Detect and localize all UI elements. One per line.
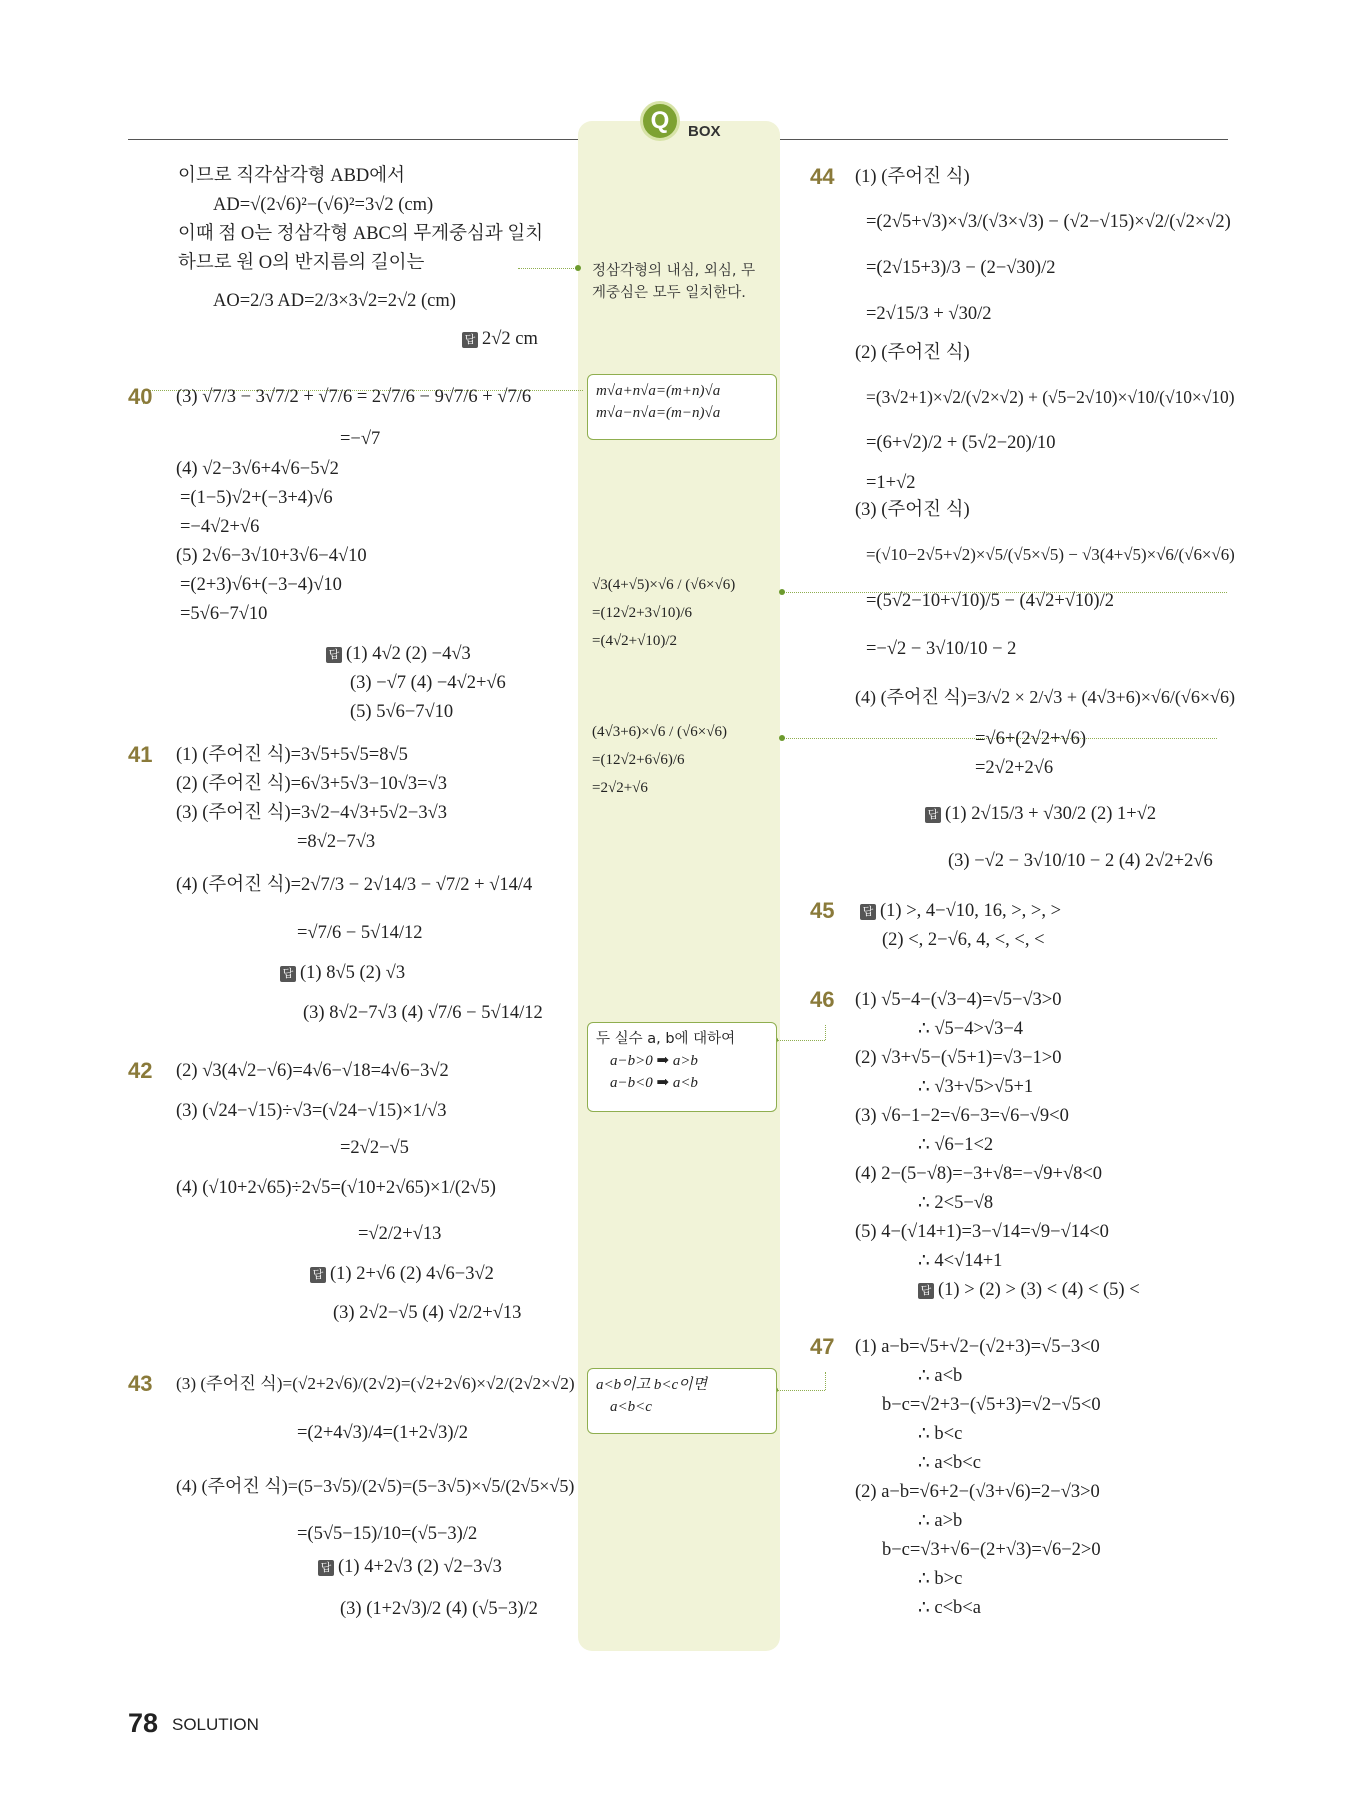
problem-number: 42 <box>128 1058 153 1083</box>
line-text: =√6+(2√2+√6) <box>975 729 1087 749</box>
line-text: (1) √5−4−(√3−4)=√5−√3>0 <box>855 990 1062 1010</box>
solution-line <box>358 1221 441 1247</box>
solution-line <box>882 1392 1101 1418</box>
line-text: (2) √3(4√2−√6)=4√6−√18=4√6−3√2 <box>176 1061 449 1081</box>
solution-line <box>866 301 991 327</box>
line-text: 2√2 cm <box>482 329 538 349</box>
line-text: =(√10−2√5+√2)×√5/(√5×√5) − √3(4+√5)×√6/(√6×√6) <box>866 545 1235 564</box>
solution-line <box>180 514 259 540</box>
solution-line <box>178 250 424 276</box>
answer-icon: 답 <box>860 904 876 920</box>
line-text: (1) 2+√6 (2) 4√6−3√2 <box>330 1264 494 1284</box>
solution-line <box>180 601 267 627</box>
line-text: (1) 4√2 (2) −4√3 <box>346 644 471 664</box>
line-text: (2) (주어진 식) <box>855 343 970 363</box>
problem-number: 46 <box>810 987 835 1012</box>
solution-line <box>918 1074 1033 1100</box>
solution-line <box>918 1248 1002 1274</box>
answer-line <box>918 1277 1140 1303</box>
line-text: (2) <, 2−√6, 4, <, <, < <box>882 930 1045 950</box>
line-text: =1+√2 <box>866 473 916 493</box>
line-text: =(2√15+3)/3 − (2−√30)/2 <box>866 258 1056 278</box>
solution-line <box>855 1479 1100 1505</box>
connector-line <box>775 1390 825 1391</box>
line-text: =2√2+2√6 <box>975 758 1054 778</box>
solution-line <box>855 684 1235 710</box>
line-text: =(1−5)√2+(−3+4)√6 <box>180 488 333 508</box>
tip-line: =(12√2+3√10)/6 <box>592 605 693 621</box>
line-text: =−4√2+√6 <box>180 517 260 537</box>
solution-line <box>176 543 367 569</box>
answer-icon: 답 <box>918 1283 934 1299</box>
line-text: (3) −√2 − 3√10/10 − 2 (4) 2√2+2√6 <box>948 851 1213 871</box>
line-text: (3) √7/3 − 3√7/2 + √7/6 = 2√7/6 − 9√7/6 + √7/6 <box>176 387 532 407</box>
line-text: ∴ 2<5−√8 <box>918 1193 994 1213</box>
line-text: (1) 4+2√3 (2) √2−3√3 <box>338 1557 502 1577</box>
solution-line <box>855 1219 1109 1245</box>
solution-line <box>176 456 339 482</box>
answer-line <box>350 699 453 725</box>
answer-icon: 답 <box>310 1267 326 1283</box>
line-text: (3) 2√2−√5 (4) √2/2+√13 <box>333 1303 522 1323</box>
answer-line <box>462 326 538 352</box>
answer-icon: 답 <box>925 807 941 823</box>
answer-line <box>350 670 506 696</box>
problem-number: 45 <box>810 898 835 923</box>
line-text: (1) > (2) > (3) < (4) < (5) < <box>938 1280 1140 1300</box>
line-text: b−c=√3+√6−(2+√3)=√6−2>0 <box>882 1540 1101 1560</box>
connector-dot <box>779 589 785 595</box>
answer-line <box>318 1554 502 1580</box>
line-text: =√2/2+√13 <box>358 1224 442 1244</box>
solution-line <box>918 1363 962 1389</box>
connector-line <box>825 1372 826 1390</box>
solution-line <box>178 221 543 247</box>
line-text: (3) (주어진 식)=3√2−4√3+5√2−3√3 <box>176 803 447 823</box>
solution-line <box>918 1450 981 1476</box>
line-text: (3) (주어진 식)=(√2+2√6)/(2√2)=(√2+2√6)×√2/(2√2×√2) <box>176 1374 575 1393</box>
box-line: a−b>0 ➡ a>b <box>610 1053 698 1069</box>
solution-line <box>866 588 1114 614</box>
formula-box-radicals <box>587 374 777 440</box>
q-box-label: BOX <box>688 123 721 140</box>
line-text: (2) a−b=√6+2−(√3+√6)=2−√3>0 <box>855 1482 1100 1502</box>
solution-line <box>918 1016 1023 1042</box>
note-line: 게중심은 모두 일치한다. <box>592 285 746 301</box>
line-text: (4) (√10+2√65)÷2√5=(√10+2√65)×1/(2√5) <box>176 1178 496 1198</box>
line-text: (2) (주어진 식)=6√3+5√3−10√3=√3 <box>176 774 447 794</box>
line-text: (1) 8√5 (2) √3 <box>300 963 406 983</box>
line-text: (1) >, 4−√10, 16, >, >, > <box>880 901 1062 921</box>
line-text: (1) (주어진 식)=3√5+5√5=8√5 <box>176 745 408 765</box>
tip-line: =2√2+√6 <box>592 780 648 796</box>
box-line: m√a−n√a=(m−n)√a <box>596 405 721 421</box>
solution-line <box>866 470 916 496</box>
line-text: ∴ c<b<a <box>918 1598 981 1618</box>
page-number: 78 <box>128 1708 159 1738</box>
line-text: (3) 8√2−7√3 (4) √7/6 − 5√14/12 <box>303 1003 543 1023</box>
solution-line <box>180 485 333 511</box>
note-line: 정삼각형의 내심, 외심, 무 <box>592 263 756 279</box>
solution-line <box>855 987 1061 1013</box>
line-text: (2) √3+√5−(√5+1)=√3−1>0 <box>855 1048 1062 1068</box>
line-text: =2√15/3 + √30/2 <box>866 304 992 324</box>
line-text: b−c=√2+3−(√5+3)=√2−√5<0 <box>882 1395 1101 1415</box>
answer-icon: 답 <box>318 1560 334 1576</box>
line-text: =(6+√2)/2 + (5√2−20)/10 <box>866 433 1056 453</box>
solution-line <box>855 497 970 523</box>
box-line: a<b이고 b<c이면 <box>596 1377 708 1393</box>
line-text: =5√6−7√10 <box>180 604 268 624</box>
line-text: AD=√(2√6)²−(√6)²=3√2 (cm) <box>213 195 434 215</box>
line-text: AO=2/3 AD=2/3×3√2=2√2 (cm) <box>213 291 456 311</box>
solution-line <box>975 726 1086 752</box>
line-text: (5) 2√6−3√10+3√6−4√10 <box>176 546 367 566</box>
line-text: (3) √6−1−2=√6−3=√6−√9<0 <box>855 1106 1069 1126</box>
line-text: ∴ √5−4>√3−4 <box>918 1019 1024 1039</box>
solution-line <box>855 1103 1069 1129</box>
line-text: ∴ a<b<c <box>918 1453 981 1473</box>
line-text: (1) (주어진 식) <box>855 167 970 187</box>
line-text: =−√7 <box>340 429 381 449</box>
solution-line <box>855 1161 1102 1187</box>
formula-box-transitive <box>587 1368 777 1434</box>
line-text: (5) 5√6−7√10 <box>350 702 454 722</box>
solution-line <box>855 1045 1061 1071</box>
line-text: (1) 2√15/3 + √30/2 (2) 1+√2 <box>945 804 1157 824</box>
answer-line <box>340 1596 538 1622</box>
line-text: ∴ a<b <box>918 1366 963 1386</box>
answer-icon: 답 <box>280 966 296 982</box>
section-label: SOLUTION <box>172 1715 259 1734</box>
problem-number: 47 <box>810 1334 835 1359</box>
line-text: (4) √2−3√6+4√6−5√2 <box>176 459 339 479</box>
solution-line <box>866 542 1235 568</box>
solution-line <box>918 1595 981 1621</box>
solution-line <box>918 1190 993 1216</box>
solution-line <box>176 1058 449 1084</box>
line-text: =−√2 − 3√10/10 − 2 <box>866 639 1017 659</box>
solution-line <box>176 800 447 826</box>
solution-line <box>918 1566 962 1592</box>
answer-line <box>326 641 471 667</box>
answer-line <box>303 1000 543 1026</box>
line-text: (1) a−b=√5+√2−(√2+3)=√5−3<0 <box>855 1337 1100 1357</box>
solution-line <box>176 742 408 768</box>
line-text: =2√2−√5 <box>340 1138 409 1158</box>
solution-line <box>176 1098 447 1124</box>
solution-line <box>340 1135 409 1161</box>
line-text: (3) (1+2√3)/2 (4) (√5−3)/2 <box>340 1599 538 1619</box>
line-text: (5) 4−(√14+1)=3−√14=√9−√14<0 <box>855 1222 1109 1242</box>
solution-line <box>918 1421 962 1447</box>
problem-number: 44 <box>810 164 835 189</box>
solution-line <box>866 430 1055 456</box>
line-text: ∴ √3+√5>√5+1 <box>918 1077 1034 1097</box>
answer-line <box>860 898 1061 924</box>
line-text: ∴ b<c <box>918 1424 963 1444</box>
line-text: 이므로 직각삼각형 ABD에서 <box>178 166 406 186</box>
formula-box-compare <box>587 1022 777 1112</box>
line-text: =(2+4√3)/4=(1+2√3)/2 <box>297 1423 468 1443</box>
line-text: =(3√2+1)×√2/(√2×√2) + (√5−2√10)×√10/(√10×√10) <box>866 387 1235 407</box>
solution-line <box>176 771 447 797</box>
tip-line: (4√3+6)×√6 / (√6×√6) <box>592 724 727 740</box>
solution-line <box>176 384 531 410</box>
tip-calc-2 <box>592 722 727 798</box>
line-text: (4) (주어진 식)=(5−3√5)/(2√5)=(5−3√5)×√5/(2√5×√5) <box>176 1476 575 1496</box>
line-text: ∴ √6−1<2 <box>918 1135 994 1155</box>
solution-line <box>918 1508 962 1534</box>
box-line: a<b<c <box>610 1399 652 1415</box>
solution-line <box>297 829 375 855</box>
solution-line <box>340 426 380 452</box>
line-text: 하므로 원 O의 반지름의 길이는 <box>178 253 425 273</box>
solution-line <box>918 1132 993 1158</box>
answer-line <box>882 927 1045 953</box>
solution-line <box>176 1473 574 1499</box>
line-text: (4) (주어진 식)=3/√2 × 2/√3 + (4√3+6)×√6/(√6×√6) <box>855 687 1236 707</box>
answer-line <box>948 848 1213 874</box>
solution-line <box>855 1334 1100 1360</box>
connector-line <box>518 268 580 269</box>
solution-line <box>176 872 532 898</box>
line-text: =√7/6 − 5√14/12 <box>297 923 423 943</box>
solution-line <box>180 572 342 598</box>
tip-line: =(12√2+6√6)/6 <box>592 752 685 768</box>
answer-line <box>925 801 1156 827</box>
solution-line <box>882 1537 1101 1563</box>
line-text: =(5√2−10+√10)/5 − (4√2+√10)/2 <box>866 591 1114 611</box>
line-text: =8√2−7√3 <box>297 832 376 852</box>
solution-line <box>866 384 1235 410</box>
box-line: m√a+n√a=(m+n)√a <box>596 383 721 399</box>
q-box-logo: Q <box>640 101 680 141</box>
note-centroid <box>592 260 755 304</box>
solution-line <box>176 1175 496 1201</box>
solution-line <box>178 163 405 189</box>
line-text: =(2+3)√6+(−3−4)√10 <box>180 575 342 595</box>
solution-line <box>855 164 970 190</box>
box-line: 두 실수 a, b에 대하여 <box>596 1031 736 1047</box>
problem-number: 40 <box>128 384 153 409</box>
answer-line <box>333 1300 521 1326</box>
connector-dot <box>575 265 581 271</box>
answer-line <box>280 960 405 986</box>
solution-line <box>855 340 970 366</box>
solution-line <box>297 1420 468 1446</box>
connector-line <box>775 1040 825 1041</box>
answer-icon: 답 <box>462 332 478 348</box>
line-text: =(2√5+√3)×√3/(√3×√3) − (√2−√15)×√2/(√2×√2) <box>866 212 1231 232</box>
solution-line <box>297 920 422 946</box>
box-line: a−b<0 ➡ a<b <box>610 1075 698 1091</box>
line-text: (3) −√7 (4) −4√2+√6 <box>350 673 506 693</box>
connector-line <box>825 1025 826 1040</box>
line-text: =(5√5−15)/10=(√5−3)/2 <box>297 1524 478 1544</box>
problem-number: 43 <box>128 1371 153 1396</box>
line-text: ∴ 4<√14+1 <box>918 1251 1003 1271</box>
solution-line <box>866 209 1231 235</box>
solution-line <box>297 1521 477 1547</box>
solution-line <box>975 755 1053 781</box>
answer-line <box>310 1261 494 1287</box>
solution-line <box>866 636 1016 662</box>
line-text: (4) (주어진 식)=2√7/3 − 2√14/3 − √7/2 + √14/4 <box>176 875 533 895</box>
line-text: (4) 2−(5−√8)=−3+√8=−√9+√8<0 <box>855 1164 1103 1184</box>
connector-dot <box>779 735 785 741</box>
line-text: ∴ b>c <box>918 1569 963 1589</box>
line-text: ∴ a>b <box>918 1511 963 1531</box>
tip-calc-1 <box>592 575 735 651</box>
solution-line <box>213 192 433 218</box>
line-text: (3) (√24−√15)÷√3=(√24−√15)×1/√3 <box>176 1101 447 1121</box>
tip-line: =(4√2+√10)/2 <box>592 633 678 649</box>
answer-icon: 답 <box>326 647 342 663</box>
tip-line: √3(4+√5)×√6 / (√6×√6) <box>592 577 736 593</box>
problem-number: 41 <box>128 742 153 767</box>
solution-line <box>176 1371 575 1397</box>
line-text: (3) (주어진 식) <box>855 500 970 520</box>
solution-line <box>866 255 1055 281</box>
line-text: 이때 점 O는 정삼각형 ABC의 무게중심과 일치 <box>178 224 544 244</box>
solution-line <box>213 288 456 314</box>
